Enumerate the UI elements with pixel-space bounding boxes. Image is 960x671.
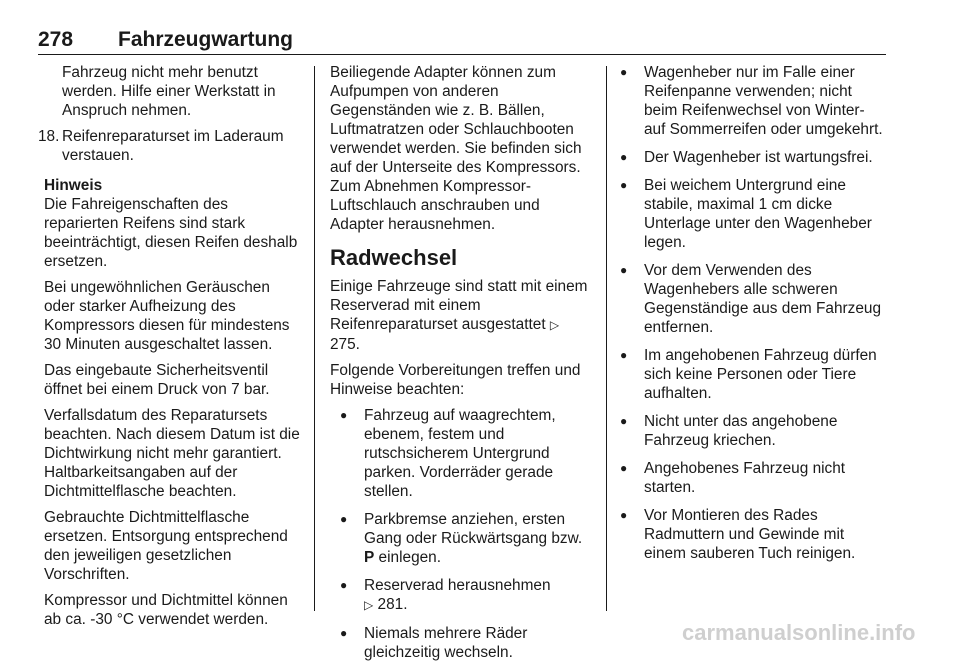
list-item: ● Im angehobenen Fahrzeug dürfen sich keine Personen oder Tiere aufhalten.: [620, 347, 877, 402]
bullet-dot-icon: ●: [340, 578, 348, 592]
bullet-dot-icon: ●: [620, 348, 628, 362]
page-number: 278: [38, 28, 74, 51]
page-reference-arrow-icon: ▷: [364, 598, 374, 612]
bullet-dot-icon: ●: [340, 626, 348, 640]
list-item: ● Nicht unter das angehobene Fahrzeug kriechen.: [620, 413, 838, 449]
paragraph: Das eingebaute Sicherheitsventil öffnet bei einem Druck von 7 bar.: [44, 362, 270, 398]
paragraph: Verfallsdatum des Reparatursets beachten. Nach diesem Datum ist die Dichtwirkung nicht mehr garantiert. Haltbarkeitsangaben auf der Dichtmittelflasche beachten.: [44, 407, 300, 500]
note-text: Die Fahreigenschaften des reparierten Reifens sind stark beeinträchtigt, diesen Reifen deshalb ersetzen.: [44, 196, 298, 270]
column-2: [330, 63, 592, 671]
preparation-list: [330, 406, 592, 662]
gear-label: P: [364, 549, 375, 566]
bullet-dot-icon: ●: [620, 508, 628, 522]
bullet-dot-icon: ●: [620, 178, 628, 192]
note-block: [38, 176, 300, 629]
list-item: ● Angehobenes Fahrzeug nicht starten.: [620, 460, 846, 496]
list-item: ● Der Wagenheber ist wartungsfrei.: [620, 149, 873, 166]
list-item: ● Vor dem Verwenden des Wagenhebers alle schweren Gegenständige aus dem Fahrzeug entfernen.: [620, 262, 881, 336]
note-title: Hinweis: [44, 177, 103, 194]
continued-step-text: Fahrzeug nicht mehr benutzt werden. Hilfe einer Werkstatt in Anspruch nehmen.: [62, 64, 276, 119]
bullet-dot-icon: ●: [340, 512, 348, 526]
bullet-dot-icon: ●: [340, 408, 348, 422]
list-item: ● Bei weichem Untergrund eine stabile, maximal 1 cm dicke Unterlage unter den Wagenheber legen.: [620, 177, 872, 251]
column-divider-2: [606, 66, 607, 611]
section-heading: Radwechsel: [330, 245, 458, 270]
list-item: ● Niemals mehrere Räder gleichzeitig wechseln.: [330, 624, 592, 662]
numbered-step: [38, 127, 300, 165]
bullet-dot-icon: ●: [620, 150, 628, 164]
bullet-dot-icon: ●: [620, 461, 628, 475]
paragraph: Kompressor und Dichtmittel können ab ca. -30 °C verwendet werden.: [44, 592, 288, 628]
paragraph: Bei ungewöhnlichen Geräuschen oder starker Aufheizung des Kompressors diesen für mindestens 30 Minuten ausgeschaltet lassen.: [44, 279, 290, 353]
list-item: ● Wagenheber nur im Falle einer Reifenpanne verwenden; nicht beim Reifenwechsel von Winter- auf Sommerreifen oder umgekehrt.: [620, 64, 883, 138]
page-title: Fahrzeugwartung: [118, 28, 294, 51]
page-reference[interactable]: 275.: [330, 336, 360, 353]
jack-safety-list: [620, 63, 888, 563]
page-reference-arrow-icon: ▷: [549, 318, 560, 332]
list-item: ● Fahrzeug auf waagrechtem, ebenem, festem und rutschsicherem Untergrund parken. Vorderräder gerade stellen.: [330, 406, 592, 501]
step-text: Reifenreparaturset im Laderaum verstauen.: [62, 128, 284, 164]
paragraph: Gebrauchte Dichtmittelflasche ersetzen. Entsorgung entsprechend den jeweiligen gesetzlichen Vorschriften.: [44, 509, 288, 583]
list-item: ● Reserverad herausnehmen ▷ 281.: [330, 576, 592, 615]
section-paragraph: Einige Fahrzeuge sind statt mit einem Reserverad mit einem Reifenreparaturset ausgestattet ▷ 275.: [330, 278, 588, 353]
bullet-dot-icon: ●: [620, 263, 628, 277]
bullet-dot-icon: ●: [620, 65, 628, 79]
section-paragraph: Folgende Vorbereitungen treffen und Hinweise beachten:: [330, 362, 581, 398]
list-item: ● Parkbremse anziehen, ersten Gang oder Rückwärtsgang bzw. P einlegen.: [330, 510, 592, 567]
bullet-dot-icon: ●: [620, 414, 628, 428]
step-number: 18.: [38, 128, 60, 145]
list-item: ● Vor Montieren des Rades Radmuttern und Gewinde mit einem sauberen Tuch reinigen.: [620, 507, 856, 562]
adapter-paragraph: Beiliegende Adapter können zum Aufpumpen von anderen Gegenständen wie z. B. Bällen, Luftmatratzen oder Schlauchbooten verwendet werden. Sie befinden sich auf der Unterseite des Kompressors. Zum Abnehmen Kompressor-Luftschlauch anschrauben und Adapter herausnehmen.: [330, 64, 582, 233]
header-rule: [38, 54, 886, 55]
watermark-text: carmanualsonline.info: [682, 620, 916, 645]
column-3: [620, 63, 888, 572]
page-reference[interactable]: 281.: [377, 596, 408, 613]
column-divider-1: [314, 66, 315, 611]
column-1: [38, 63, 300, 636]
page-header: [38, 28, 886, 54]
